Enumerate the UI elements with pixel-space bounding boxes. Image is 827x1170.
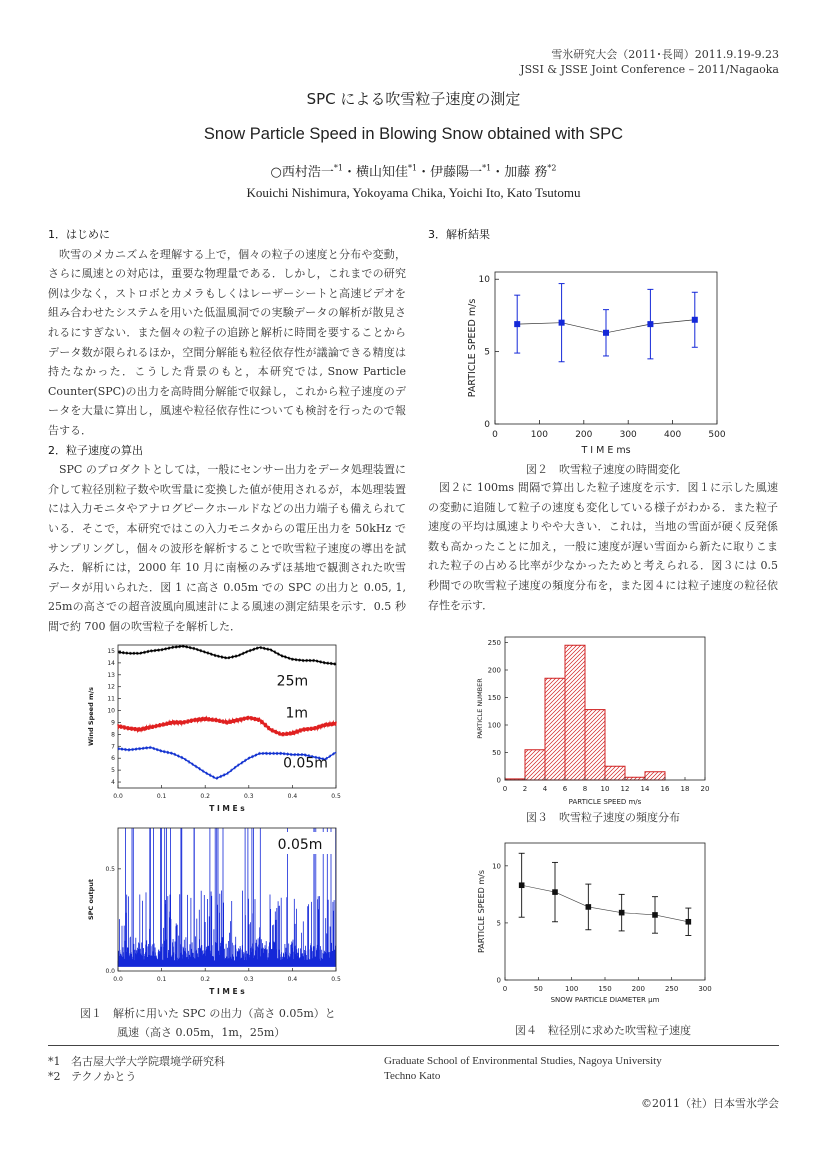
y-tick-label: 14 [107,659,115,667]
data-point [652,912,658,918]
x-tick-label: 0 [502,785,508,793]
figure-1-caption-line-1: 図１ 解析に用いた SPC の出力（高さ 0.05m）と [80,1007,336,1020]
plot-frame [505,843,705,980]
x-tick-label: 50 [533,985,543,993]
y-tick-label: 0 [496,976,501,985]
footnote-2-en: Techno Kato [384,1070,441,1082]
x-axis-label: PARTICLE SPEED m/s [568,798,642,806]
histogram-bar [545,678,565,780]
figure-1-caption-line-2: 風速（高さ 0.05m，1m，25m） [117,1026,286,1039]
right-column-text [428,478,778,615]
x-tick-label: 0 [502,985,508,993]
x-tick-label: 10 [600,785,610,793]
data-point [647,321,653,327]
x-tick-label: 20 [700,785,710,793]
title-japanese: SPC による吹雪粒子速度の測定 [306,90,521,108]
section-2-heading: 2．粒子速度の算出 [48,443,143,457]
figure-4-caption: 図４ 粒径別に求めた吹雪粒子速度 [515,1024,691,1037]
footnote-1-ja: 名古屋大学大学院環境学研究科 [71,1055,225,1068]
y-tick-label: 100 [487,721,501,730]
y-tick-label: 200 [487,666,501,675]
x-tick-label: 0.1 [156,976,167,983]
histogram-bar [585,710,605,780]
figure-1-spc-output-chart [80,825,345,1000]
footnote-1-mark: *1 [48,1055,61,1068]
footnote-rule [48,1045,779,1046]
y-tick-label: 13 [107,671,115,679]
x-axis-label: SNOW PARTICLE DIAMETER μm [550,996,660,1004]
figure-2-caption: 図２ 吹雪粒子速度の時間変化 [526,463,680,476]
annotation-label: 0.05m [277,837,323,853]
x-tick-label: 4 [542,785,548,793]
conference-header [520,47,779,77]
figure-4-speed-diameter-chart [470,838,720,1010]
footnote-1-en: Graduate School of Environmental Studies, Nagoya University [384,1055,662,1067]
x-tick-label: 300 [619,430,637,440]
y-tick-label: 8 [111,731,115,739]
series-line [522,885,689,922]
y-tick-label: 0.0 [105,968,115,975]
series-line-25m [118,646,336,665]
y-tick-label: 250 [487,639,501,647]
data-point [552,889,558,895]
y-tick-label: 10 [492,862,501,871]
y-tick-label: 7 [111,743,115,751]
x-tick-label: 0.1 [156,793,167,800]
figure-1-wind-speed-chart [80,640,345,815]
conference-en: JSSI & JSSE Joint Conference – 2011/Nagaoka [520,63,779,76]
x-tick-label: 100 [530,430,548,440]
x-tick-label: 0.2 [200,976,210,983]
data-point [692,317,698,323]
y-tick-label: 12 [107,683,115,691]
conference-ja: 雪氷研究大会（2011･長岡）2011.9.19-9.23 [551,48,779,61]
x-axis-label: T I M E s [209,987,245,996]
figure-3-histogram [470,632,720,810]
footnotes-japanese [48,1054,225,1084]
y-axis-label: PARTICLE NUMBER [476,678,484,739]
y-tick-label: 15 [107,647,115,655]
footnotes-english [384,1054,662,1084]
series-label: 0.05m [283,755,328,772]
x-tick-label: 0.5 [331,976,341,983]
y-tick-label: 10 [107,707,115,715]
y-axis-label: PARTICLE SPEED m/s [467,298,478,398]
x-tick-label: 0.5 [331,793,341,800]
x-tick-label: 0.2 [200,793,210,800]
y-tick-label: 10 [478,275,490,286]
left-column [48,225,406,636]
histogram-bar [625,777,645,780]
x-tick-label: 0.0 [113,976,123,983]
y-axis-label: SPC output [87,878,95,921]
x-tick-label: 16 [660,785,670,793]
x-tick-label: 0.3 [244,793,254,800]
x-tick-label: 14 [640,785,650,793]
data-point [559,320,565,326]
x-tick-label: 0.4 [287,976,298,983]
data-point [514,321,520,327]
x-tick-label: 150 [598,985,612,993]
y-axis-label: Wind Speed m/s [87,686,95,747]
y-tick-label: 5 [496,919,501,928]
footnote-2-ja: テクノかとう [71,1070,137,1083]
section-1-heading: 1．はじめに [48,228,110,241]
data-point [686,919,692,925]
y-tick-label: 9 [111,719,115,727]
data-point [586,904,592,910]
y-tick-label: 50 [492,749,501,757]
histogram-bar [525,750,545,780]
y-axis-label: PARTICLE SPEED m/s [477,869,486,954]
y-tick-label: 11 [107,695,115,703]
figure-2-particle-speed-time-chart [462,262,732,457]
histogram-bar [645,772,665,780]
x-tick-label: 100 [564,985,579,993]
author-2: ・横山知佳$^{*1}$ [342,163,418,180]
copyright: ©2011（社）日本雪氷学会 [641,1097,779,1110]
authors-english: Kouichi Nishimura, Yokoyama Chika, Yoichi Ito, Kato Tsutomu [246,185,581,200]
x-tick-label: 200 [631,985,646,993]
x-tick-label: 400 [664,430,682,440]
y-tick-label: 6 [111,755,115,763]
x-tick-label: 18 [680,785,690,793]
histogram-bar [565,645,585,780]
y-tick-label: 0 [496,776,501,785]
section-3-heading: 3．解析結果 [428,228,490,241]
x-tick-label: 200 [575,430,593,440]
data-point [619,910,625,916]
x-axis-label: T I M E ms [581,445,631,456]
figure-3-caption: 図３ 吹雪粒子速度の頻度分布 [526,811,680,824]
x-axis-label: T I M E s [209,804,245,813]
x-tick-label: 2 [522,785,528,793]
y-tick-label: 5 [111,767,115,775]
series-label: 25m [276,673,309,690]
y-tick-label: 0.5 [105,865,115,873]
histogram-bar [605,766,625,780]
x-tick-label: 0.4 [287,793,298,800]
x-tick-label: 300 [698,985,712,993]
footnote-2-mark: *2 [48,1070,61,1083]
x-tick-label: 0.0 [113,793,123,800]
y-tick-label: 0 [484,420,490,430]
x-tick-label: 6 [562,785,568,793]
data-point [603,330,609,336]
author-1: ○西村浩一$^{*1}$ [270,163,343,180]
x-tick-label: 12 [620,785,630,793]
x-tick-label: 0.3 [244,976,254,983]
section-2-body: SPC のプロダクトとしては，一般にセンサー出力をデータ処理装置に介して粒径別粒子数や吹雪量に変換した値が使用されるが，本処理装置には入力モニタやアナログピークホールドなどの出力端子も備えられている．そこで，本研究ではこの入力モニタからの電圧出力を 50kHz でサンプリングし，個々の波形を解析することで吹雪粒子速度の導出を試みた．解析には，2000 年 10 月に南極のみずほ基地で観測された吹雪データが用いられた．図 1 に高さ 0.05m での SPC の出力と 0.05, 1, 25mの高さでの超音波風向風速計による風速の測定結果を示す．0.5 秒間で約 700 個の吹雪粒子を解析した． [48,463,406,633]
y-tick-label: 150 [487,694,501,702]
section-3-body: 図２に 100ms 間隔で算出した粒子速度を示す．図１に示した風速の変動に追随して粒子の速度も変化している様子がわかる．また粒子速度の平均は風速よりやや大きい．これは，当地の雪面が硬く反発係数も高かったことに加え，一般に速度が遅い雪面から新たに取りこまれた粒子の占める比率が少なかったためと考えられる．図３には 0.5 秒間での吹雪粒子速度の頻度分布を，また図４には粒子速度の粒径依存性を示す． [428,481,778,612]
x-tick-label: 250 [664,985,679,993]
data-point [519,882,525,888]
y-tick-label: 4 [111,779,115,787]
authors-japanese [0,161,827,180]
author-4: ・加藤 務$^{*2}$ [491,163,557,180]
title-english: Snow Particle Speed in Blowing Snow obtained with SPC [203,125,624,143]
section-1-body: 吹雪のメカニズムを理解する上で，個々の粒子の速度と分布や変動，さらに風速との対応は，重要な物理量である．しかし，これまでの研究例は少なく，ストロボとカメラもしくはレーザーシートと高速ビデオを組み合わせたシステムを用いた低温風洞での実験データの解析が散見されるにすぎない．また個々の粒子の追跡と解析に時間を要することからデータ数が限られるほか，空間分解能も粒径依存性が議論できる精度は持たなかった．こうした背景のもと，本研究では, Snow Particle Counter(SPC)の出力を高時間分解能で収録し，これから粒子速度のデータを大量に算出し，風速や粒径依存性についても検討を行ったので報告する． [48,247,406,437]
x-tick-label: 500 [708,430,726,440]
author-3: ・伊藤陽一$^{*1}$ [417,163,492,180]
x-tick-label: 0 [492,430,498,440]
y-tick-label: 5 [484,347,490,358]
x-tick-label: 8 [582,785,588,793]
series-label: 1m [285,705,309,722]
figure-1-caption [80,1004,350,1042]
